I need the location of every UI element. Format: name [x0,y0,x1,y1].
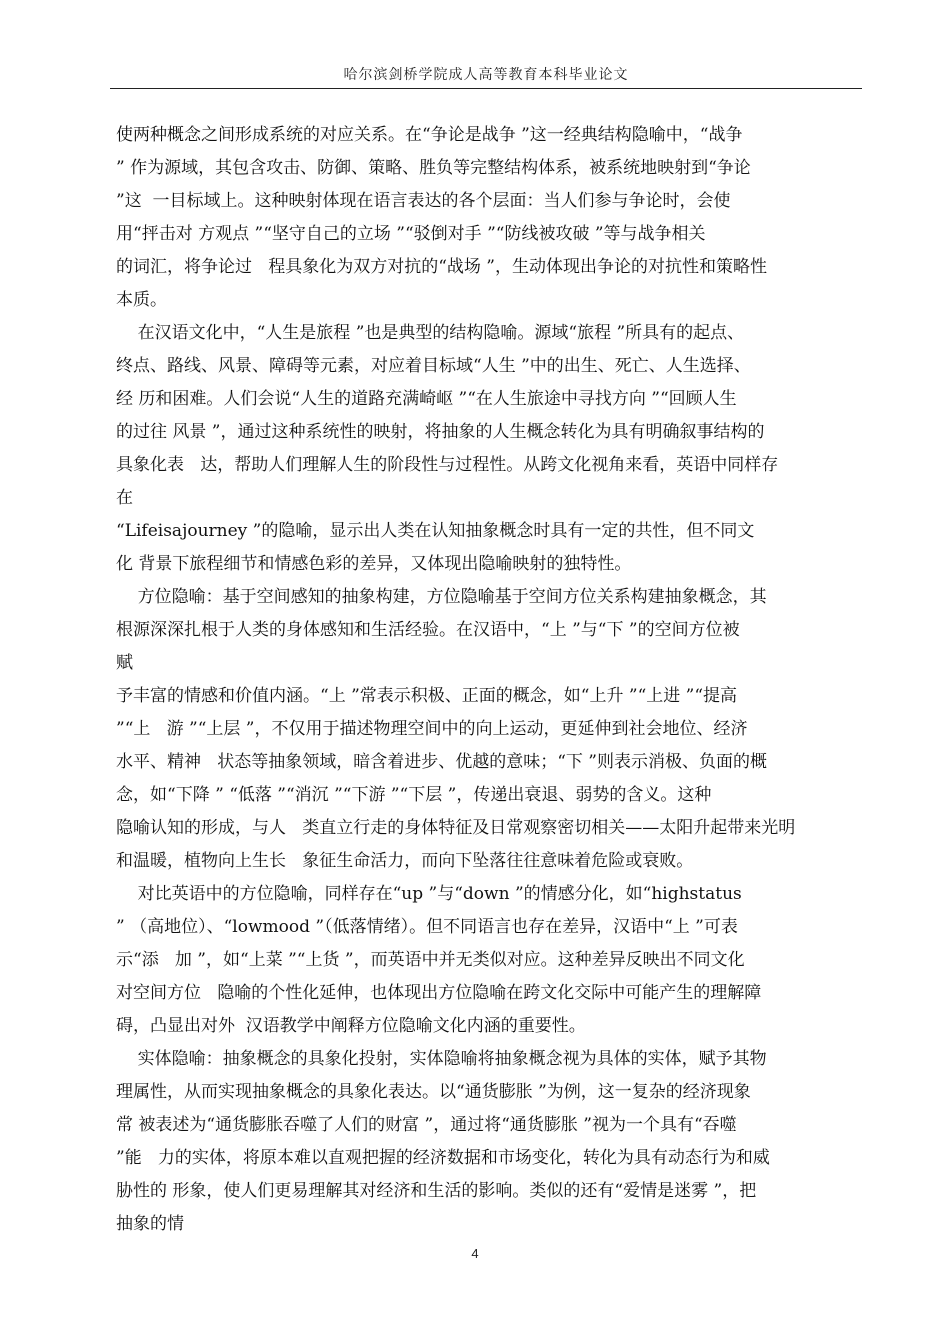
document-body [116,119,868,1241]
text-line: 水平、精神 状态等抽象领域，暗含着进步、优越的意味；“下 ”则表示消极、负面的概 [116,752,767,772]
text-line: 胁性的 形象，使人们更易理解其对经济和生活的影响。类似的还有“爱情是迷雾 ”，把 [116,1181,757,1201]
text-line: 方位隐喻：基于空间感知的抽象构建，方位隐喻基于空间方位关系构建抽象概念，其 [116,587,767,607]
text-line: 理属性，从而实现抽象概念的具象化表达。以“通货膨胀 ”为例，这一复杂的经济现象 [116,1082,751,1102]
text-line: 在 [116,488,133,508]
text-line: 用“抨击对 方观点 ”“坚守自己的立场 ”“驳倒对手 ”“防线被攻破 ”等与战争相关 [116,224,706,244]
text-line: 具象化表 达，帮助人们理解人生的阶段性与过程性。从跨文化视角来看，英语中同样存 [116,455,779,475]
text-line: 对空间方位 隐喻的个性化延伸，也体现出方位隐喻在跨文化交际中可能产生的理解障 [116,983,762,1003]
text-line: 化 背景下旅程细节和情感色彩的差异，又体现出隐喻映射的独特性。 [116,554,632,574]
text-line: 的词汇，将争论过 程具象化为双方对抗的“战场 ”，生动体现出争论的对抗性和策略性 [116,257,767,277]
text-line: 根源深深扎根于人类的身体感知和生活经验。在汉语中，“上 ”与“下 ”的空间方位被 [116,620,740,640]
text-line: ”能 力的实体，将原本难以直观把握的经济数据和市场变化，转化为具有动态行为和威 [116,1148,770,1168]
text-line: 对比英语中的方位隐喻，同样存在“up ”与“down ”的情感分化，如“highstatus [116,884,742,904]
text-line: ” 作为源域，其包含攻击、防御、策略、胜负等完整结构体系，被系统地映射到“争论 [116,158,751,178]
text-line: 抽象的情 [116,1214,184,1234]
text-line: 常 被表述为“通货膨胀吞噬了人们的财富 ”，通过将“通货膨胀 ”视为一个具有“吞噬 [116,1115,737,1135]
text-line: 予丰富的情感和价值内涵。“上 ”常表示积极、正面的概念，如“上升 ”“上进 ”“提高 [116,686,738,706]
header-divider [110,88,862,89]
text-line: 赋 [116,653,133,673]
page-header-title: 哈尔滨剑桥学院成人高等教育本科毕业论文 [343,67,629,83]
text-line: 碍，凸显出对外 汉语教学中阐释方位隐喻文化内涵的重要性。 [116,1016,586,1036]
text-line: 的过往 风景 ”，通过这种系统性的映射，将抽象的人生概念转化为具有明确叙事结构的 [116,422,765,442]
text-line: ” （高地位）、“lowmood ”（低落情绪）。但不同语言也存在差异，汉语中“上 ”可表 [116,917,738,937]
text-line: 和温暖，植物向上生长 象征生命活力，而向下坠落往往意味着危险或衰败。 [116,851,694,871]
page-number: 4 [471,1246,479,1261]
text-line: 念，如“下降 ” “低落 ”“消沉 ”“下游 ”“下层 ”，传递出衰退、弱势的含义。这种 [116,785,712,805]
text-line: 本质。 [116,290,167,310]
text-line: 实体隐喻：抽象概念的具象化投射，实体隐喻将抽象概念视为具体的实体，赋予其物 [116,1049,767,1069]
text-line: 使两种概念之间形成系统的对应关系。在“争论是战争 ”这一经典结构隐喻中，“战争 [116,125,743,145]
text-line: 终点、路线、风景、障碍等元素，对应着目标域“人生 ”中的出生、死亡、人生选择、 [116,356,751,376]
text-line: “Lifeisajourney ”的隐喻，显示出人类在认知抽象概念时具有一定的共性，但不同文 [116,521,755,541]
text-line: 示“添 加 ”，如“上菜 ”“上货 ”，而英语中并无类似对应。这种差异反映出不同文化 [116,950,745,970]
text-line: 在汉语文化中，“人生是旅程 ”也是典型的结构隐喻。源域“旅程 ”所具有的起点、 [116,323,745,343]
text-line: ”这 一目标域上。这种映射体现在语言表达的各个层面：当人们参与争论时，会使 [116,191,731,211]
text-line: 隐喻认知的形成，与人 类直立行走的身体特征及日常观察密切相关——太阳升起带来光明 [116,818,796,838]
text-line: 经 历和困难。人们会说“人生的道路充满崎岖 ”“在人生旅途中寻找方向 ”“回顾人生 [116,389,737,409]
text-line: ”“上 游 ”“上层 ”，不仅用于描述物理空间中的向上运动，更延伸到社会地位、经济 [116,719,748,739]
